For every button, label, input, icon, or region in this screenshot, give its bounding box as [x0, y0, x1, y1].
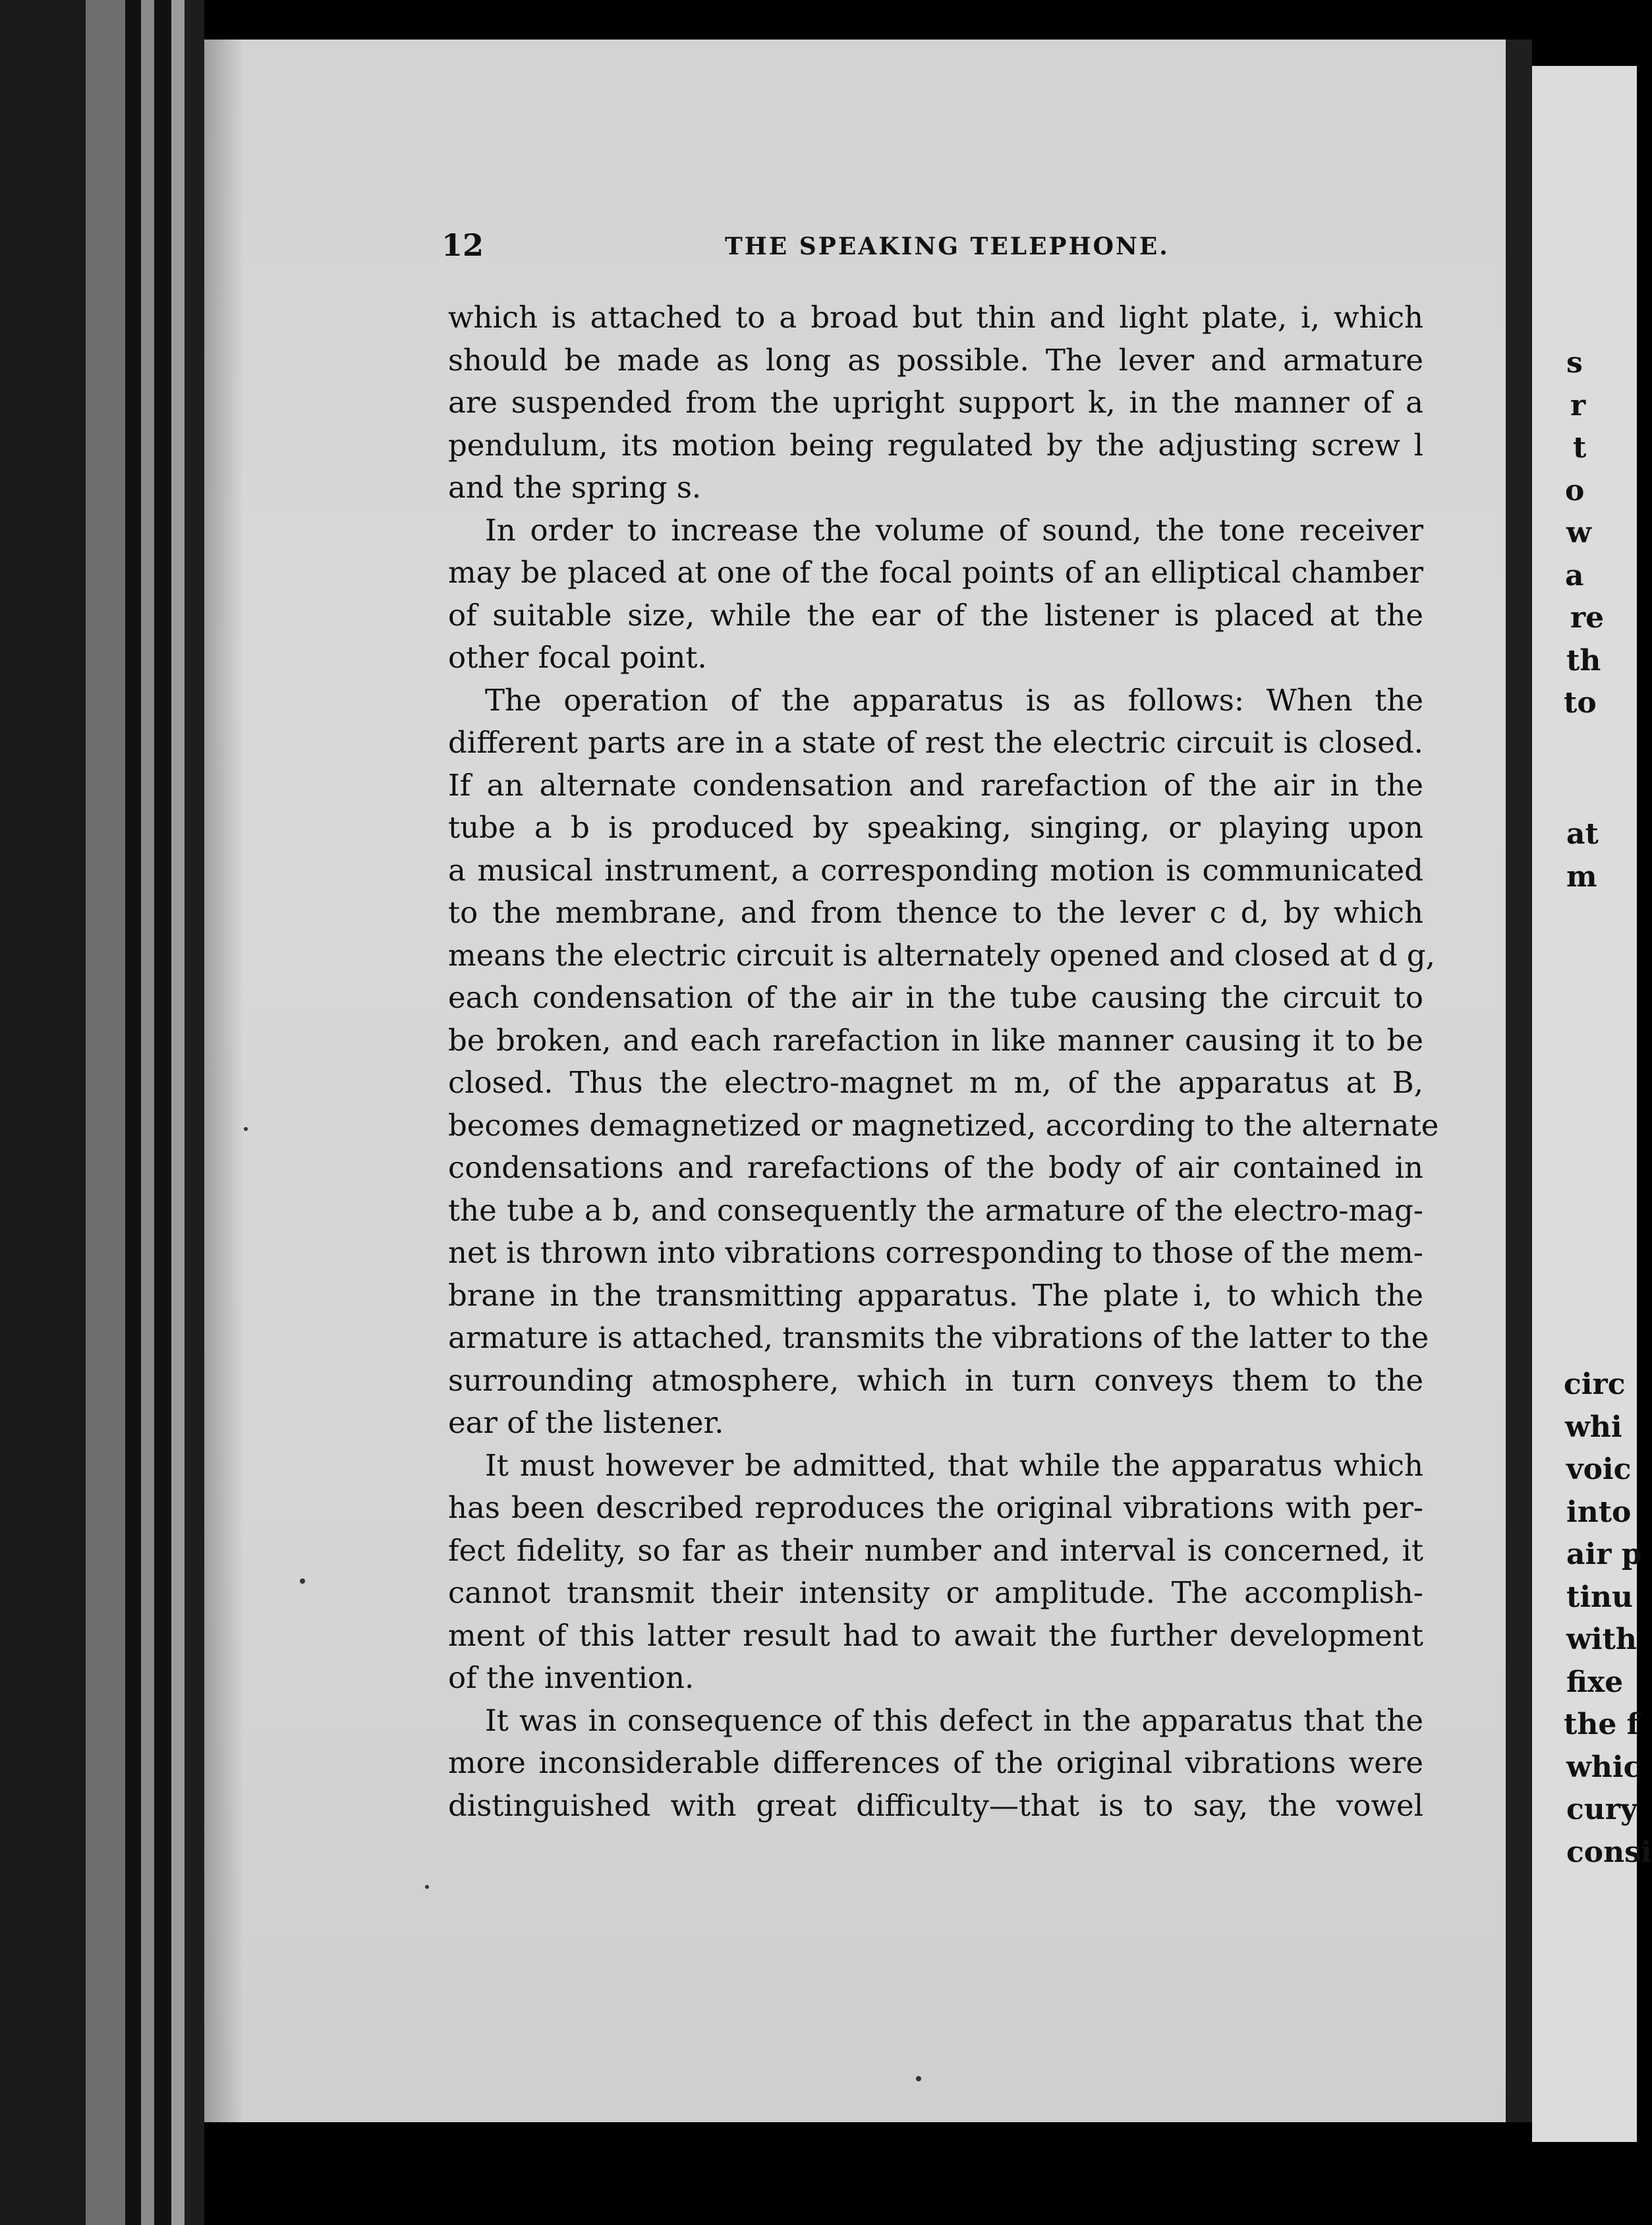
- paper-speck: [244, 1127, 248, 1131]
- paper-speck: [916, 2076, 921, 2081]
- paper-speck: [425, 1885, 429, 1889]
- paragraph: [448, 509, 1423, 679]
- paragraph: [448, 297, 1423, 509]
- binding-edge: [141, 0, 154, 2225]
- facing-page-text-fragment: tinu: [1566, 1580, 1634, 1614]
- text-line: cannot transmit their intensity or amplitude. The accomplish-: [448, 1575, 1423, 1610]
- facing-page-text-fragment: a: [1565, 558, 1584, 592]
- facing-page-text-fragment: cury: [1566, 1793, 1638, 1826]
- text-line: other focal point.: [448, 640, 707, 675]
- text-line: tube a b is produced by speaking, singing, or playing upon: [448, 810, 1423, 845]
- facing-page-strip: [1532, 66, 1652, 2142]
- facing-page-text-fragment: m: [1566, 859, 1597, 894]
- text-line: a musical instrument, a corresponding motion is communicated: [448, 852, 1423, 888]
- facing-page-text-fragment: re: [1570, 601, 1605, 635]
- facing-page-text-fragment: voic: [1566, 1453, 1632, 1486]
- text-line: It was in consequence of this defect in the apparatus that the: [485, 1702, 1423, 1738]
- running-header: [441, 227, 1443, 267]
- text-line: different parts are in a state of rest the electric circuit is closed.: [448, 725, 1423, 760]
- text-line: In order to increase the volume of sound, the tone receiver: [485, 512, 1423, 548]
- binding-edge: [154, 0, 171, 2225]
- running-title: THE SPEAKING TELEPHONE.: [725, 233, 1170, 260]
- text-line: net is thrown into vibrations corresponding to those of the mem-: [448, 1235, 1423, 1270]
- text-line: of the invention.: [448, 1660, 695, 1695]
- text-line: surrounding atmosphere, which in turn conveys them to the: [448, 1362, 1423, 1398]
- facing-page-text-fragment: fixe: [1566, 1665, 1624, 1699]
- page-gutter-shadow: [204, 40, 244, 2122]
- facing-page-text-fragment: o: [1565, 473, 1585, 507]
- text-line: ment of this latter result had to await the further development: [448, 1617, 1423, 1653]
- facing-page-text-fragment: the f: [1564, 1708, 1639, 1741]
- facing-page-text-fragment: s: [1566, 346, 1583, 380]
- paragraph: [448, 1445, 1423, 1700]
- text-line: ear of the listener.: [448, 1405, 724, 1440]
- facing-page-text-fragment: r: [1570, 388, 1586, 422]
- facing-page-text-fragment: consi: [1566, 1835, 1652, 1869]
- binding-edge: [185, 0, 204, 2225]
- facing-page-text-fragment: to: [1564, 686, 1597, 720]
- text-line: distinguished with great difficulty—that is to say, the vowel: [448, 1787, 1423, 1823]
- text-line: to the membrane, and from thence to the lever c d, by which: [448, 895, 1423, 930]
- facing-page-text-fragment: t: [1573, 431, 1587, 465]
- text-line: The operation of the apparatus is as follows: When the: [485, 682, 1423, 718]
- page-number: 12: [441, 227, 484, 263]
- text-line: more inconsiderable differences of the original vibrations were: [448, 1745, 1423, 1780]
- facing-page-text-fragment: w: [1566, 516, 1591, 550]
- binding-edge: [171, 0, 185, 2225]
- text-line: It must however be admitted, that while the apparatus which: [485, 1447, 1423, 1483]
- facing-page-text-fragment: into: [1566, 1495, 1632, 1529]
- binding-edge: [0, 0, 86, 2225]
- text-line: the tube a b, and consequently the armature of the electro-mag-: [448, 1192, 1423, 1228]
- facing-page-text-fragment: whic: [1566, 1750, 1641, 1784]
- facing-page-text-fragment: whi: [1565, 1410, 1622, 1444]
- text-line: means the electric circuit is alternately opened and closed at d g,: [448, 937, 1435, 973]
- text-line: be broken, and each rarefaction in like manner causing it to be: [448, 1022, 1423, 1058]
- paragraph: [448, 679, 1439, 1445]
- text-line: may be placed at one of the focal points of an elliptical chamber: [448, 555, 1423, 590]
- facing-page-text-fragment: circ: [1564, 1368, 1626, 1401]
- binding-edge: [125, 0, 141, 2225]
- text-line: should be made as long as possible. The lever and armature: [448, 342, 1423, 378]
- facing-page-text-fragment: at: [1566, 817, 1599, 851]
- text-line: has been described reproduces the original vibrations with per-: [448, 1490, 1423, 1525]
- text-line: condensations and rarefactions of the body of air contained in: [448, 1150, 1423, 1185]
- text-line: armature is attached, transmits the vibrations of the latter to the: [448, 1320, 1429, 1355]
- text-line: closed. Thus the electro-magnet m m, of the apparatus at B,: [448, 1065, 1423, 1100]
- text-line: of suitable size, while the ear of the listener is placed at the: [448, 597, 1423, 633]
- text-line: which is attached to a broad but thin and light plate, i, which: [448, 300, 1423, 335]
- text-line: fect fidelity, so far as their number and interval is concerned, it: [448, 1532, 1423, 1568]
- facing-page-text-fragment: th: [1566, 643, 1601, 678]
- text-line: If an alternate condensation and rarefaction of the air in the: [448, 767, 1423, 803]
- body-text: [448, 297, 1439, 1827]
- text-line: brane in the transmitting apparatus. The plate i, to which the: [448, 1277, 1423, 1313]
- text-line: each condensation of the air in the tube causing the circuit to: [448, 980, 1423, 1015]
- paragraph: [448, 1700, 1423, 1828]
- text-line: becomes demagnetized or magnetized, according to the alternate: [448, 1107, 1439, 1143]
- facing-page-text-fragment: air p: [1566, 1538, 1642, 1571]
- facing-page-text-fragment: with: [1566, 1623, 1637, 1656]
- text-line: are suspended from the upright support k, in the manner of a: [448, 385, 1423, 420]
- binding-edge: [86, 0, 125, 2225]
- text-line: and the spring s.: [448, 470, 702, 505]
- paper-speck: [300, 1578, 305, 1584]
- text-line: pendulum, its motion being regulated by the adjusting screw l: [448, 427, 1423, 463]
